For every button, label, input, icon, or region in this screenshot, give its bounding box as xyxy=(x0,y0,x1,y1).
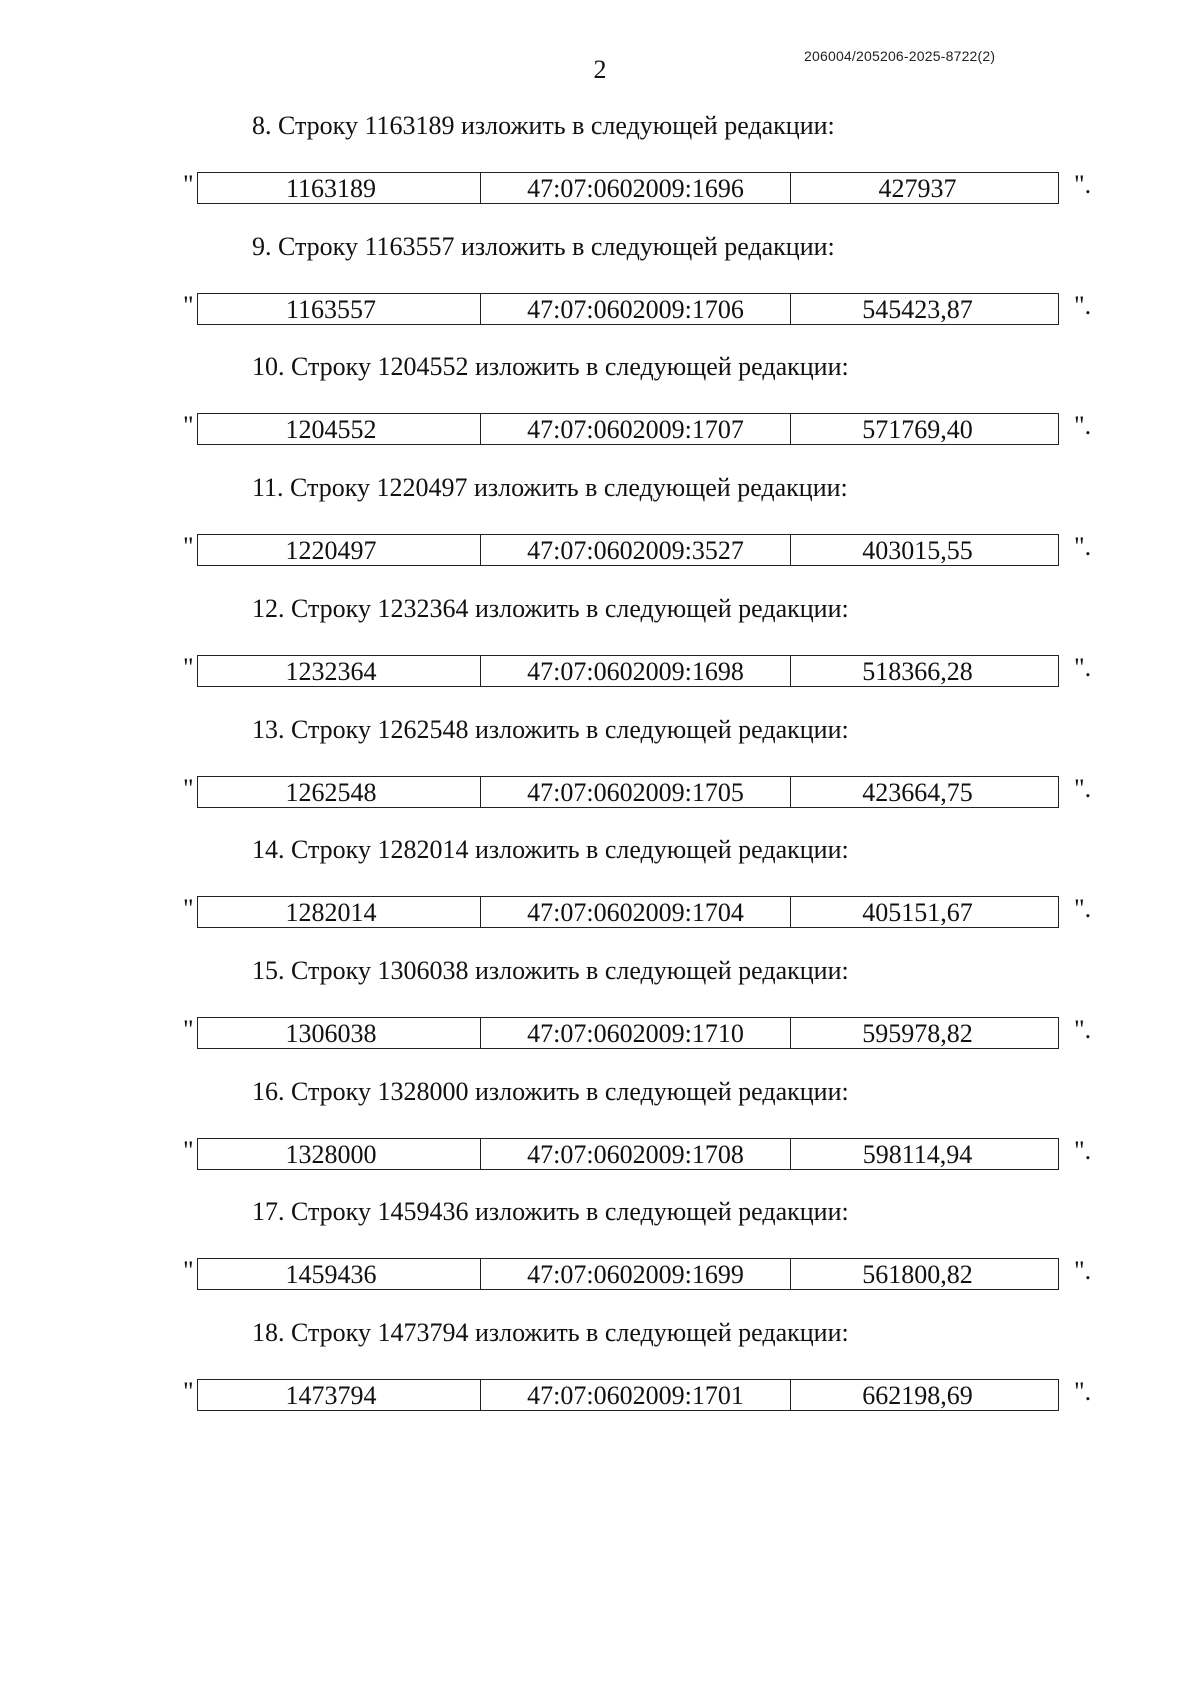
value-cell: 595978,82 xyxy=(862,1018,973,1048)
amendment-row xyxy=(0,896,1200,932)
amendment-instruction: 10. Строку 1204552 изложить в следующей редакции: xyxy=(252,352,849,382)
table-row xyxy=(197,413,1059,445)
amendment-row xyxy=(0,1135,1200,1174)
opening-quote: " xyxy=(183,1014,194,1044)
cadastral-number-cell: 47:07:0602009:1708 xyxy=(481,1139,791,1169)
amendment-row xyxy=(0,290,1200,329)
row-id-cell: 1204552 xyxy=(198,414,481,444)
amendment-row xyxy=(0,172,1200,208)
closing-quote: ". xyxy=(1074,532,1092,562)
page-number: 2 xyxy=(593,55,607,84)
opening-quote: " xyxy=(183,773,194,803)
opening-quote: " xyxy=(183,532,194,562)
table-row xyxy=(197,776,1059,808)
closing-quote: ". xyxy=(1074,411,1092,441)
opening-quote: " xyxy=(183,1135,194,1165)
cadastral-number-cell: 47:07:0602009:1698 xyxy=(481,656,791,686)
opening-quote: " xyxy=(183,1377,194,1406)
cadastral-number-cell: 47:07:0602009:1696 xyxy=(481,173,791,203)
cadastral-number-cell: 47:07:0602009:1704 xyxy=(481,897,791,927)
value-cell: 423664,75 xyxy=(862,777,973,807)
amendment-row xyxy=(0,652,1200,691)
table-row xyxy=(197,1017,1059,1049)
closing-quote: ". xyxy=(1074,652,1092,682)
row-id-cell: 1220497 xyxy=(198,535,481,565)
cadastral-number-cell: 47:07:0602009:1707 xyxy=(481,414,791,444)
amendment-instruction: 18. Строку 1473794 изложить в следующей редакции: xyxy=(252,1318,849,1347)
value-cell: 403015,55 xyxy=(862,536,973,566)
table-row xyxy=(197,896,1059,928)
row-id-cell: 1232364 xyxy=(198,656,481,686)
amendment-instruction: 12. Строку 1232364 изложить в следующей редакции: xyxy=(252,593,849,623)
opening-quote: " xyxy=(183,894,194,924)
value-cell: 561800,82 xyxy=(862,1260,973,1290)
value-cell: 662198,69 xyxy=(862,1381,973,1410)
amendment-row xyxy=(0,534,1200,570)
table-row xyxy=(197,1138,1059,1170)
amendment-row xyxy=(0,773,1200,812)
amendment-row xyxy=(0,1379,1200,1415)
row-id-cell: 1163189 xyxy=(198,173,481,203)
value-cell: 518366,28 xyxy=(862,656,973,686)
amendment-instruction: 13. Строку 1262548 изложить в следующей редакции: xyxy=(252,714,849,744)
row-id-cell: 1459436 xyxy=(198,1259,481,1289)
table-row xyxy=(197,1379,1059,1411)
amendment-row xyxy=(0,413,1200,449)
amendment-instruction: 9. Строку 1163557 изложить в следующей редакции: xyxy=(252,231,835,261)
table-row xyxy=(197,1258,1059,1290)
amendment-row xyxy=(0,1014,1200,1053)
row-id-cell: 1163557 xyxy=(198,294,481,324)
row-id-cell: 1282014 xyxy=(198,897,481,927)
amendment-instruction: 15. Строку 1306038 изложить в следующей редакции: xyxy=(252,955,849,985)
closing-quote: ". xyxy=(1074,1256,1092,1286)
amendment-instruction: 14. Строку 1282014 изложить в следующей редакции: xyxy=(252,835,849,865)
value-cell: 571769,40 xyxy=(862,415,973,445)
opening-quote: " xyxy=(183,652,194,682)
table-row xyxy=(197,655,1059,687)
amendment-instruction: 16. Строку 1328000 изложить в следующей редакции: xyxy=(252,1076,849,1106)
row-id-cell: 1306038 xyxy=(198,1018,481,1048)
opening-quote: " xyxy=(183,290,194,320)
cadastral-number-cell: 47:07:0602009:1701 xyxy=(481,1380,791,1410)
value-cell: 598114,94 xyxy=(862,1139,973,1169)
opening-quote: " xyxy=(183,1256,194,1286)
closing-quote: ". xyxy=(1074,170,1092,199)
value-cell: 427937 xyxy=(878,174,957,203)
cadastral-number-cell: 47:07:0602009:1705 xyxy=(481,777,791,807)
closing-quote: ". xyxy=(1074,773,1092,803)
cadastral-number-cell: 47:07:0602009:1706 xyxy=(481,294,791,324)
opening-quote: " xyxy=(183,411,194,441)
closing-quote: ". xyxy=(1074,290,1092,320)
amendment-row xyxy=(0,1258,1200,1294)
table-row xyxy=(197,293,1059,325)
row-id-cell: 1328000 xyxy=(198,1139,481,1169)
amendment-instruction: 8. Строку 1163189 изложить в следующей редакции: xyxy=(252,111,835,140)
table-row xyxy=(197,534,1059,566)
document-id: 206004/205206-2025-8722(2) xyxy=(804,48,996,64)
closing-quote: ". xyxy=(1074,1135,1092,1165)
value-cell: 405151,67 xyxy=(862,898,973,928)
closing-quote: ". xyxy=(1074,1377,1092,1406)
table-row xyxy=(197,172,1059,204)
closing-quote: ". xyxy=(1074,1014,1092,1044)
cadastral-number-cell: 47:07:0602009:1699 xyxy=(481,1259,791,1289)
amendment-instruction: 17. Строку 1459436 изложить в следующей редакции: xyxy=(252,1197,849,1227)
row-id-cell: 1473794 xyxy=(198,1380,481,1410)
cadastral-number-cell: 47:07:0602009:1710 xyxy=(481,1018,791,1048)
cadastral-number-cell: 47:07:0602009:3527 xyxy=(481,535,791,565)
opening-quote: " xyxy=(183,170,194,199)
value-cell: 545423,87 xyxy=(862,294,973,324)
row-id-cell: 1262548 xyxy=(198,777,481,807)
amendment-instruction: 11. Строку 1220497 изложить в следующей редакции: xyxy=(252,473,848,503)
closing-quote: ". xyxy=(1074,894,1092,924)
